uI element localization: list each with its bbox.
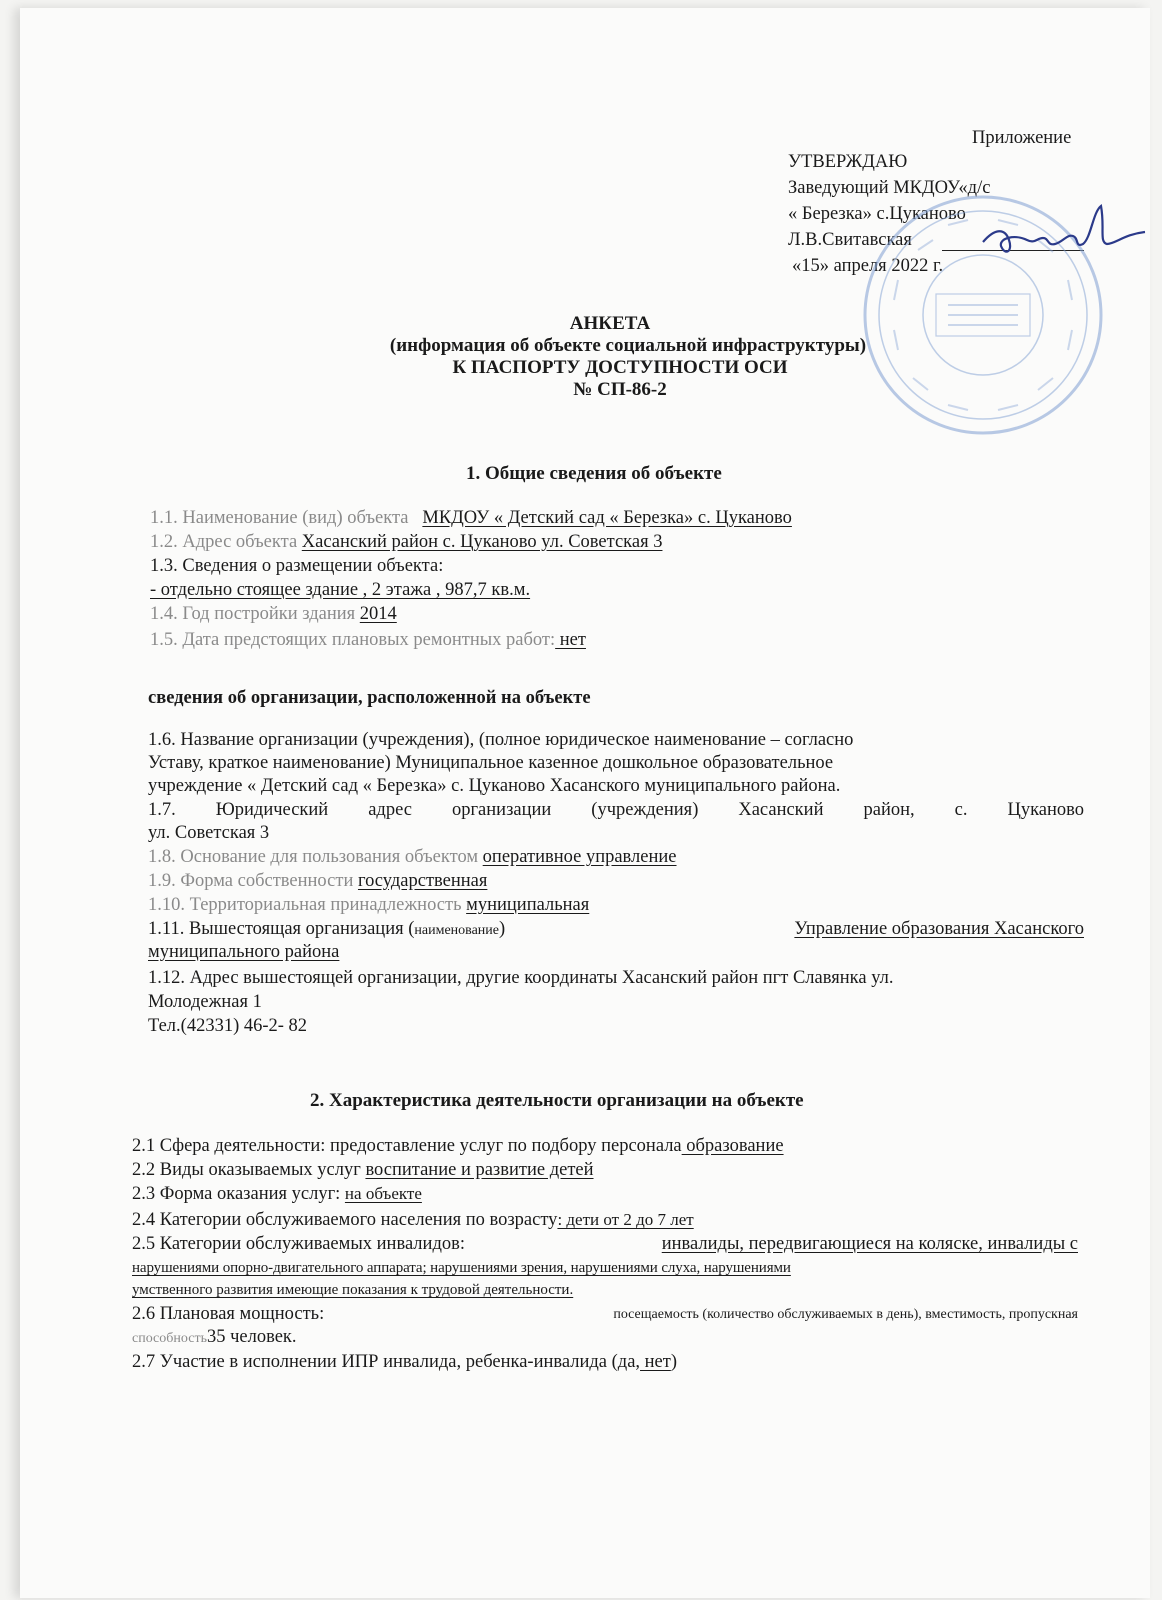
item-2-1 <box>132 1136 784 1157</box>
item-1-12-line1: 1.12. Адрес вышестоящей организации, другие координаты Хасанский район пгт Славянка ул. <box>148 968 894 988</box>
item-2-3-label: 2.3 Форма оказания услуг: <box>132 1184 341 1204</box>
item-1-9-label: 1.9. Форма собственности <box>148 871 354 891</box>
item-1-12-line3: Тел.(42331) 46-2- 82 <box>148 1016 308 1036</box>
item-2-7-end: ) <box>670 1352 678 1372</box>
item-1-3-label: 1.3. Сведения о размещении объекта: <box>150 556 444 576</box>
item-2-5-value-1: инвалиды, передвигающиеся на коляске, инвалиды с <box>661 1234 1078 1254</box>
item-1-10 <box>148 895 589 916</box>
item-1-7-line2: ул. Советская 3 <box>148 823 270 843</box>
item-2-3-value: на объекте <box>344 1184 422 1203</box>
form-title: АНКЕТА <box>569 313 651 334</box>
item-2-6-line2 <box>132 1327 297 1349</box>
item-2-7-label: 2.7 Участие в исполнении ИПР инвалида, ребенка-инвалида (да, <box>132 1352 641 1372</box>
section1-heading: 1. Общие сведения об объекте <box>466 463 722 484</box>
item-1-4 <box>150 604 397 625</box>
item-1-11-value-2: муниципального района <box>148 942 340 962</box>
item-2-5-label: 2.5 Категории обслуживаемых инвалидов: <box>132 1234 465 1254</box>
item-2-2-value: воспитание и развитие детей <box>365 1160 594 1180</box>
item-1-2-value: Хасанский район с. Цуканово ул. Советская 3 <box>301 532 663 552</box>
item-1-11-value-1: Управление образования Хасанского <box>794 919 1084 939</box>
approver-position-2: « Березка» с.Цуканово <box>788 204 966 224</box>
item-1-6-line1: 1.6. Название организации (учреждения), (полное юридическое наименование – согласно <box>148 730 854 750</box>
item-2-6-hint-2: способность <box>132 1331 207 1346</box>
item-2-1-label: 2.1 Сфера деятельности: предоставление услуг по подбору персонала <box>132 1136 682 1156</box>
item-1-1 <box>150 508 792 529</box>
item-1-8-label: 1.8. Основание для пользования объектом <box>148 847 479 867</box>
item-1-1-label: 1.1. Наименование (вид) объекта <box>150 508 409 528</box>
appendix-label: Приложение <box>972 128 1072 148</box>
org-subheading: сведения об организации, расположенной на объекте <box>148 688 591 708</box>
form-subtitle: (информация об объекте социальной инфраструктуры) <box>389 335 867 356</box>
approver-name: Л.В.Свитавская <box>788 230 912 250</box>
item-1-9-value: государственная <box>357 871 488 891</box>
item-2-6-value: 35 человек. <box>206 1327 297 1347</box>
item-1-11-paren: ) <box>499 919 506 939</box>
item-1-11-line1 <box>148 919 1084 941</box>
section2-heading: 2. Характеристика деятельности организации на объекте <box>310 1090 804 1111</box>
item-2-4-label: 2.4 Категории обслуживаемого населения по возрасту <box>132 1210 558 1230</box>
approval-date: «15» апреля 2022 г. <box>792 256 944 276</box>
item-1-5-value: нет <box>555 630 586 650</box>
item-2-5-value-3: умственного развития имеющие показания к трудовой деятельности. <box>132 1282 574 1298</box>
item-2-2 <box>132 1160 594 1181</box>
item-2-7 <box>132 1352 677 1373</box>
item-1-4-value: 2014 <box>359 604 397 624</box>
item-1-5 <box>150 630 586 651</box>
form-number: № СП-86-2 <box>573 379 667 400</box>
item-2-5-line1 <box>132 1234 1078 1255</box>
item-2-5-value-2: нарушениями опорно-двигательного аппарата; нарушениями зрения, нарушениями слуха, нарушениями <box>132 1260 791 1276</box>
item-1-12-line2: Молодежная 1 <box>148 992 262 1012</box>
item-2-4 <box>132 1210 694 1231</box>
item-1-6-line3: учреждение « Детский сад « Березка» с. Цуканово Хасанского муниципального района. <box>148 776 841 796</box>
item-2-4-value: : дети от 2 до 7 лет <box>557 1210 694 1229</box>
item-2-2-label: 2.2 Виды оказываемых услуг <box>132 1160 361 1180</box>
item-2-7-value: нет <box>640 1352 671 1372</box>
item-1-4-label: 1.4. Год постройки здания <box>150 604 356 624</box>
item-1-5-label: 1.5. Дата предстоящих плановых ремонтных работ: <box>150 630 556 650</box>
item-2-6-hint-1: посещаемость (количество обслуживаемых в день), вместимость, пропускная <box>613 1307 1078 1322</box>
item-1-11-label-text: 1.11. Вышестоящая организация ( <box>148 919 415 939</box>
item-1-7-line1: 1.7. Юридический адрес организации (учреждения) Хасанский район, с. Цуканово <box>148 800 1084 820</box>
item-1-11-label <box>148 919 505 941</box>
item-2-6-line1 <box>132 1304 1078 1325</box>
item-1-1-value: МКДОУ « Детский сад « Березка» с. Цуканово <box>422 508 792 528</box>
item-1-10-value: муниципальная <box>466 895 590 915</box>
item-2-6-label: 2.6 Плановая мощность: <box>132 1304 325 1324</box>
item-1-8-value: оперативное управление <box>482 847 677 867</box>
item-1-2-label: 1.2. Адрес объекта <box>150 532 298 552</box>
item-1-2 <box>150 532 662 553</box>
item-1-3-value: - отдельно стоящее здание , 2 этажа , 987,7 кв.м. <box>150 580 531 600</box>
item-1-11-hint: наименование <box>414 923 499 938</box>
item-2-1-value: образование <box>681 1136 784 1156</box>
item-1-9 <box>148 871 487 892</box>
document-page <box>20 8 1150 1598</box>
signature-mark <box>975 198 1150 268</box>
item-1-10-label: 1.10. Территориальная принадлежность <box>148 895 462 915</box>
item-1-8 <box>148 847 677 868</box>
item-2-3 <box>132 1184 422 1205</box>
item-1-6-line2: Уставу, краткое наименование) Муниципальное казенное дошкольное образовательное <box>148 753 834 773</box>
form-passport-title: К ПАСПОРТУ ДОСТУПНОСТИ ОСИ <box>452 357 788 378</box>
approve-label: УТВЕРЖДАЮ <box>788 152 908 172</box>
approver-position-1: Заведующий МКДОУ«д/с <box>788 178 991 198</box>
